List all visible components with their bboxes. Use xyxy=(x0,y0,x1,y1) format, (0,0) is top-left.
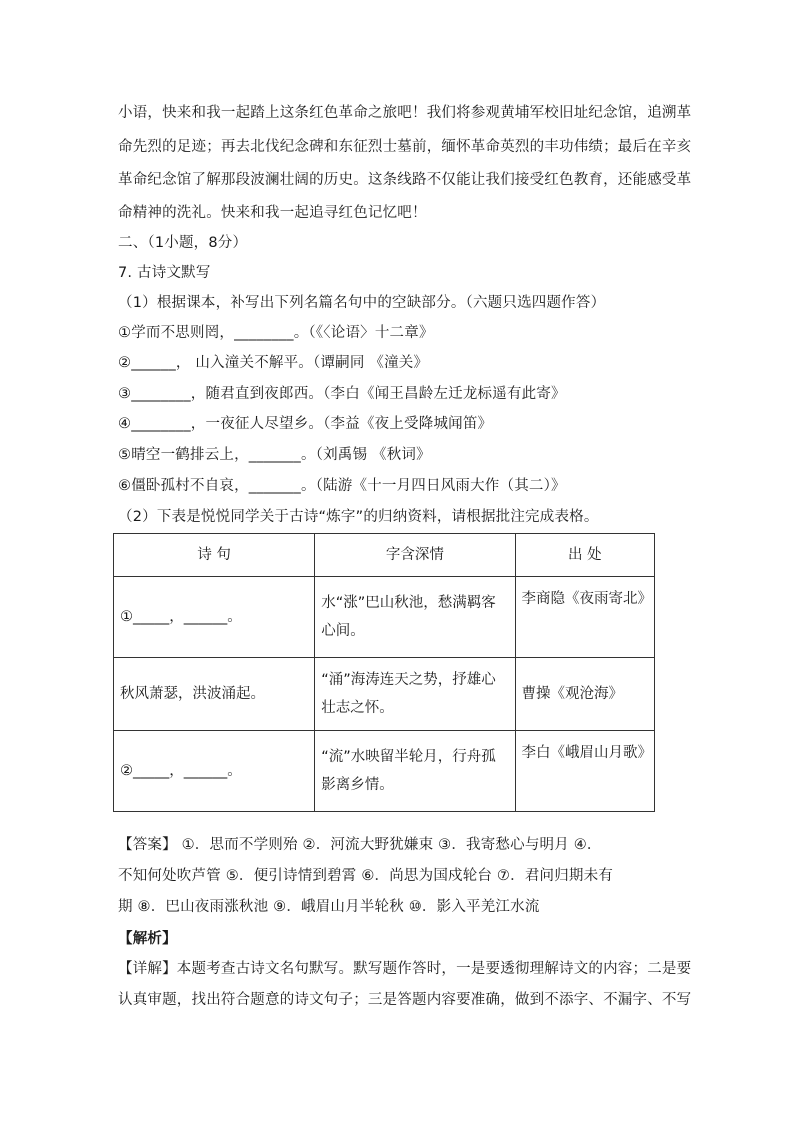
fill-item-5: ⑤晴空一鹤排云上，_______。（刘禹锡 《秋词》 xyxy=(118,447,431,463)
note-cell xyxy=(315,577,515,658)
header-emotion: 字含深情 xyxy=(315,534,515,577)
part1-instruction: （1）根据课本，补写出下列名篇名句中的空缺部分。（六题只选四题作答） xyxy=(118,295,606,311)
note-cell xyxy=(315,658,515,731)
fill-item-4: ④________，一夜征人尽望乡。（李益《夜上受降城闻笛》 xyxy=(118,416,493,432)
lianzi-table xyxy=(113,533,655,812)
note-cell xyxy=(315,731,515,812)
source-cell: 李商隐《夜雨寄北》 xyxy=(515,577,654,658)
note-line: 壮志之怀。 xyxy=(321,700,394,716)
note-line: 影离乡情。 xyxy=(321,777,394,793)
note-line: “流”水映留半轮月，行舟孤 xyxy=(321,749,496,765)
question-title: 7. 古诗文默写 xyxy=(118,265,211,281)
header-source: 出 处 xyxy=(515,534,654,577)
fill-item-1: ①学而不思则罔，________。（《〈论语〉十二章》 xyxy=(118,325,434,341)
verse-cell: ①_____，______。 xyxy=(114,577,315,658)
table-row xyxy=(114,577,655,658)
table-row xyxy=(114,658,655,731)
fill-item-2: ②______， 山入潼关不解平。（谭嗣同 《潼关》 xyxy=(118,355,429,371)
analysis-line-2: 认真审题，找出符合题意的诗文句子；三是答题内容要准确，做到不添字、不漏字、不写 xyxy=(118,992,692,1008)
note-line: “涌”海涛连天之势，抒雄心 xyxy=(321,672,496,688)
header-verse: 诗 句 xyxy=(114,534,315,577)
note-line: 心间。 xyxy=(321,623,365,639)
source-cell: 曹操《观沧海》 xyxy=(515,658,654,731)
table-row xyxy=(114,731,655,812)
note-line: 水“涨”巴山秋池，愁满羁客 xyxy=(321,595,496,611)
intro-line-1: 小语，快来和我一起踏上这条红色革命之旅吧！我们将参观黄埔军校旧址纪念馆，追溯革 xyxy=(118,105,692,121)
answer-line-1: 【答案】 ①．思而不学则殆 ②．河流大野犹嫌束 ③．我寄愁心与明月 ④． xyxy=(118,837,602,853)
analysis-line-1: 【详解】本题考查古诗文名句默写。默写题作答时，一是要透彻理解诗文的内容；二是要 xyxy=(118,961,692,977)
source-cell: 李白《峨眉山月歌》 xyxy=(515,731,654,812)
table-header-row xyxy=(114,534,655,577)
intro-line-3: 革命纪念馆了解那段波澜壮阔的历史。这条线路不仅能让我们接受红色教育，还能感受革 xyxy=(118,172,692,188)
section-heading: 二、（1小题，8分） xyxy=(118,235,248,251)
fill-item-3: ③________，随君直到夜郎西。（李白《闻王昌龄左迁龙标遥有此寄》 xyxy=(118,386,566,402)
verse-cell: ②_____，______。 xyxy=(114,731,315,812)
analysis-heading: 【解析】 xyxy=(118,931,177,947)
fill-item-6: ⑥僵卧孤村不自哀，_______。（陆游《十一月四日风雨大作（其二）》 xyxy=(118,478,566,494)
verse-cell: 秋风萧瑟，洪波涌起。 xyxy=(114,658,315,731)
part2-instruction: （2）下表是悦悦同学关于古诗“炼字”的归纳资料，请根据批注完成表格。 xyxy=(118,509,599,525)
intro-line-4: 命精神的洗礼。快来和我一起追寻红色记忆吧！ xyxy=(118,205,427,221)
answer-line-2: 不知何处吹芦管 ⑤．便引诗情到碧霄 ⑥．尚思为国戍轮台 ⑦．君问归期未有 xyxy=(118,868,614,884)
answer-line-3: 期 ⑧．巴山夜雨涨秋池 ⑨．峨眉山月半轮秋 ⑩．影入平羌江水流 xyxy=(118,899,540,915)
intro-line-2: 命先烈的足迹；再去北伐纪念碑和东征烈士墓前，缅怀革命英烈的丰功伟绩；最后在辛亥 xyxy=(118,139,692,155)
